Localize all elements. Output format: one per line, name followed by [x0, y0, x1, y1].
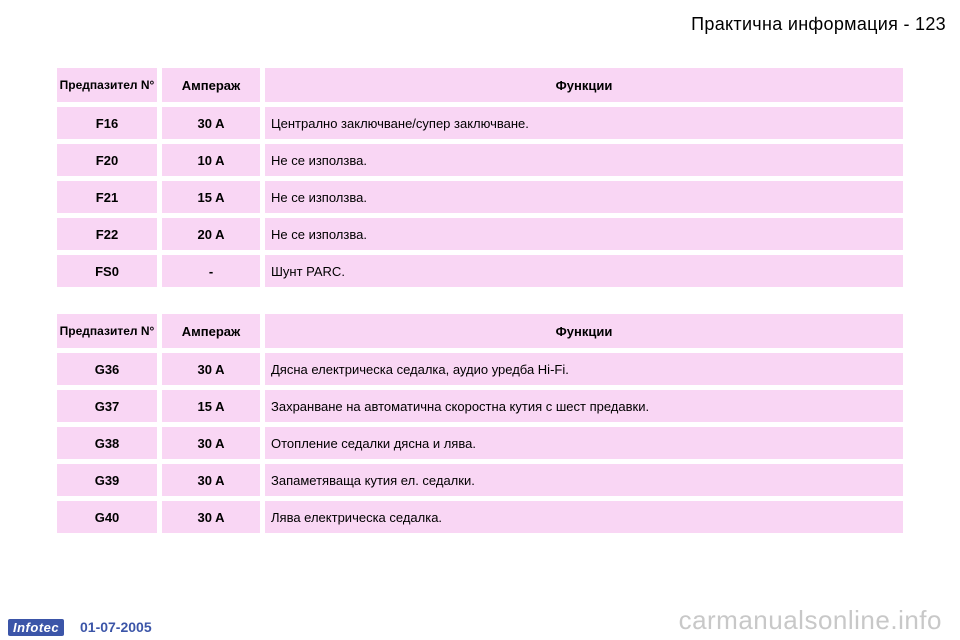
- fuse-amperage: 30 A: [162, 427, 260, 459]
- fuse-amperage: 20 A: [162, 218, 260, 250]
- table-row: [57, 501, 903, 533]
- header-functions: Функции: [265, 68, 903, 102]
- header-functions: Функции: [265, 314, 903, 348]
- infotec-logo: Infotec: [8, 619, 64, 636]
- fuse-function: Не се използва.: [265, 181, 903, 213]
- header-amperage: Ампераж: [162, 314, 260, 348]
- fuse-id: G36: [57, 353, 157, 385]
- table-header-row: [57, 68, 903, 102]
- table-row: [57, 390, 903, 422]
- page-title: Практична информация - 123: [691, 14, 946, 34]
- fuse-function: Дясна електрическа седалка, аудио уредба Hi-Fi.: [265, 353, 903, 385]
- table-row: [57, 353, 903, 385]
- table-row: [57, 218, 903, 250]
- header-fuse: Предпазител N°: [57, 68, 157, 102]
- table-row: [57, 107, 903, 139]
- header-amperage: Ампераж: [162, 68, 260, 102]
- fuse-amperage: 10 A: [162, 144, 260, 176]
- fuse-amperage: 30 A: [162, 464, 260, 496]
- fuse-function: Не се използва.: [265, 218, 903, 250]
- fuse-amperage: 30 A: [162, 353, 260, 385]
- table-row: [57, 427, 903, 459]
- table-row: [57, 464, 903, 496]
- footer-date: 01-07-2005: [80, 619, 152, 635]
- fuse-id: F22: [57, 218, 157, 250]
- fuse-table-2: [57, 314, 903, 533]
- fuse-id: F20: [57, 144, 157, 176]
- fuse-function: Лява електрическа седалка.: [265, 501, 903, 533]
- fuse-function: Запаметяваща кутия ел. седалки.: [265, 464, 903, 496]
- fuse-id: F16: [57, 107, 157, 139]
- table-row: [57, 255, 903, 287]
- fuse-function: Захранване на автоматична скоростна кутия с шест предавки.: [265, 390, 903, 422]
- fuse-function: Централно заключване/супер заключване.: [265, 107, 903, 139]
- fuse-amperage: 30 A: [162, 501, 260, 533]
- header-fuse: Предпазител N°: [57, 314, 157, 348]
- fuse-amperage: -: [162, 255, 260, 287]
- fuse-id: F21: [57, 181, 157, 213]
- fuse-function: Шунт PARC.: [265, 255, 903, 287]
- table-row: [57, 144, 903, 176]
- fuse-amperage: 15 A: [162, 390, 260, 422]
- table-header-row: [57, 314, 903, 348]
- fuse-id: FS0: [57, 255, 157, 287]
- fuse-table-1: [57, 68, 903, 287]
- fuse-id: G40: [57, 501, 157, 533]
- fuse-function: Отопление седалки дясна и лява.: [265, 427, 903, 459]
- fuse-amperage: 30 A: [162, 107, 260, 139]
- watermark: carmanualsonline.info: [678, 605, 942, 635]
- fuse-id: G38: [57, 427, 157, 459]
- fuse-function: Не се използва.: [265, 144, 903, 176]
- fuse-id: G37: [57, 390, 157, 422]
- table-row: [57, 181, 903, 213]
- fuse-id: G39: [57, 464, 157, 496]
- fuse-amperage: 15 A: [162, 181, 260, 213]
